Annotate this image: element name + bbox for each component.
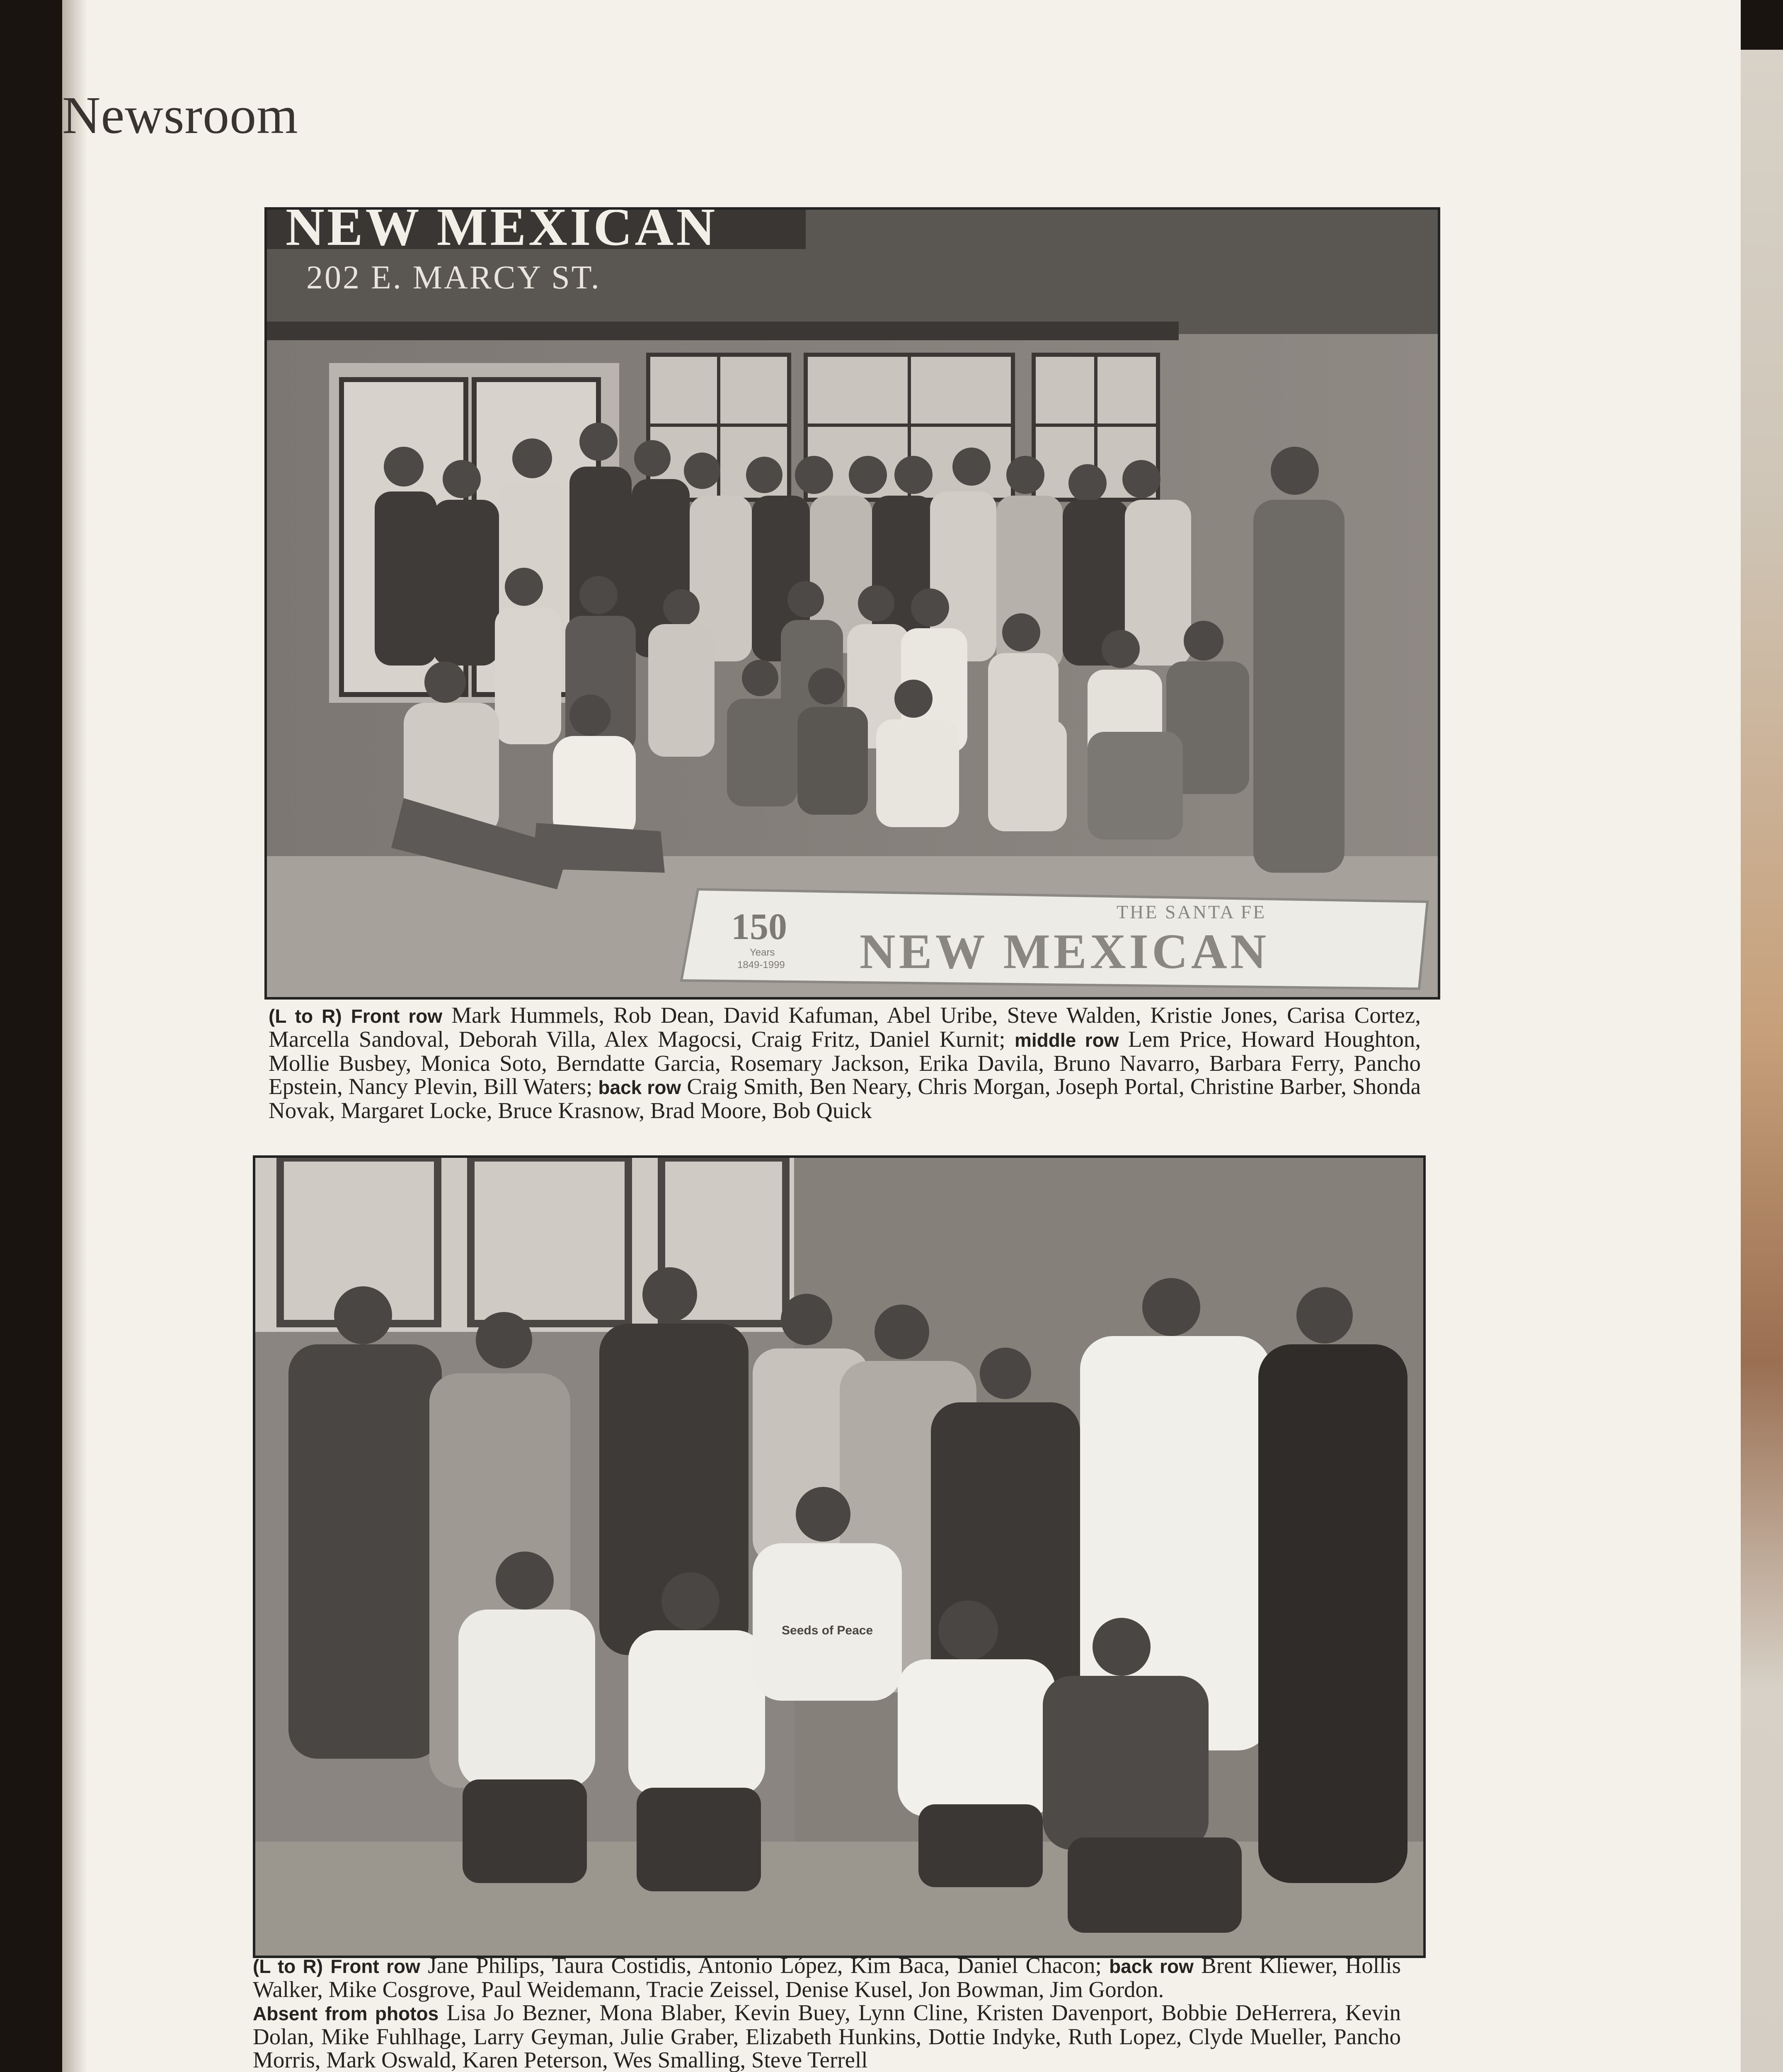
caption-2-back-row-names: Brent Kliewer, Hollis Walker, Mike Cosgrove, Paul Weidemann, Tracie Zeissel, Denise Kusel, Jon Bowman, Jim Gordon. (253, 1953, 1401, 2002)
newsroom-group-photo-1 (264, 207, 1440, 1000)
caption-2-back-row-label: back row (1109, 1956, 1194, 1977)
banner-logo-word: Years (750, 947, 775, 958)
caption-1-front-row-label: Front row (351, 1005, 443, 1027)
caption-photo-1 (269, 1004, 1421, 1122)
caption-1-middle-row-label: middle row (1014, 1029, 1119, 1051)
banner-main-text: NEW MEXICAN (860, 924, 1270, 979)
banner-logo-years: 1849-1999 (737, 959, 785, 971)
section-title: Newsroom (62, 86, 298, 145)
caption-2-front-row-label: Front row (330, 1956, 420, 1977)
caption-1-back-row-label: back row (598, 1077, 681, 1098)
tshirt-text: Seeds of Peace (782, 1624, 873, 1637)
sign-name-text: NEW MEXICAN (286, 210, 718, 257)
caption-1-back-row-names: Craig Smith, Ben Neary, Chris Morgan, Joseph Portal, Christine Barber, Shonda Novak, Margaret Locke, Bruce Krasnow, Brad Moore, Bob Quick (269, 1074, 1421, 1123)
adjacent-page-edge (1741, 50, 1783, 2072)
caption-2-absent-label: Absent from photos (253, 2003, 439, 2024)
banner-logo-number: 150 (731, 906, 787, 947)
photo-2-illustration (255, 1158, 1423, 1956)
anniversary-banner (681, 889, 1427, 989)
photo-1-illustration (267, 210, 1438, 997)
caption-photo-2 (253, 1954, 1401, 2072)
sign-address-text: 202 E. MARCY ST. (306, 259, 601, 296)
page-gutter-shadow (62, 0, 87, 2072)
caption-1-middle-row-names: Lem Price, Howard Houghton, Mollie Busbey, Monica Soto, Berndatte Garcia, Rosemary Jackson, Erika Davila, Bruno Navarro, Barbara Ferry, Pancho Epstein, Nancy Plevin, Bill Waters; (269, 1026, 1421, 1099)
caption-2-absent-names: Lisa Jo Bezner, Mona Blaber, Kevin Buey, Lynn Cline, Kristen Davenport, Bobbie DeHerrera, Kevin Dolan, Mike Fuhlhage, Larry Geyman, Julie Graber, Elizabeth Hunkins, Dottie Indyke, Ruth Lopez, Clyde Mueller, Pancho Morris, Mark Oswald, Karen Peterson, Wes Smalling, Steve Terrell (253, 2000, 1401, 2072)
caption-1-lr-label: (L to R) (269, 1005, 342, 1027)
caption-2-front-row-names: Jane Philips, Taura Costidis, Antonio López, Kim Baca, Daniel Chacon; (428, 1953, 1102, 1978)
caption-2-lr-label: (L to R) (253, 1956, 323, 1977)
banner-top-text: THE SANTA FE (1117, 901, 1267, 922)
newsroom-group-photo-2 (253, 1155, 1426, 1958)
caption-1-front-row-names: Mark Hummels, Rob Dean, David Kafuman, Abel Uribe, Steve Walden, Kristie Jones, Carisa Cortez, Marcella Sandoval, Deborah Villa, Alex Magocsi, Craig Fritz, Daniel Kurnit; (269, 1002, 1421, 1052)
